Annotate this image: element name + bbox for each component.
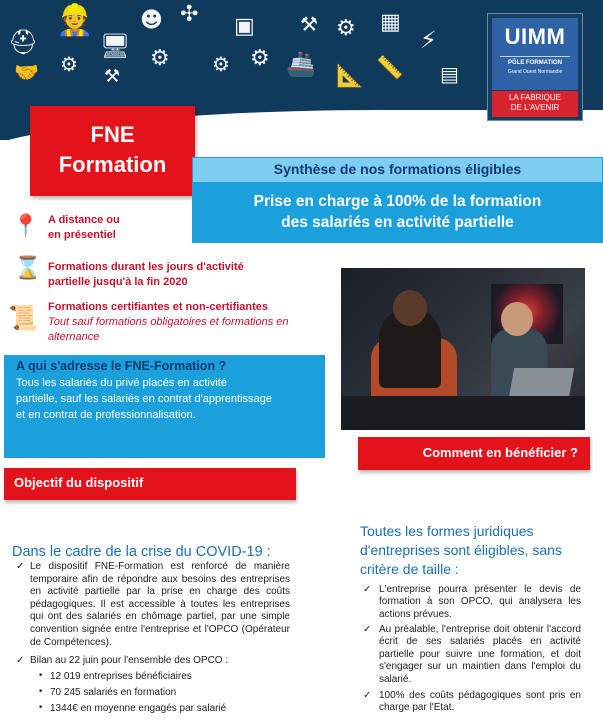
bullet-dot-icon: • <box>38 671 44 681</box>
bullet-arrow-icon: ✓ <box>363 624 372 635</box>
covid-section-title: Dans le cadre de la crise du COVID-19 : <box>12 544 271 560</box>
gear-icon: ⚙ <box>60 52 78 76</box>
logo-name: UIMM <box>504 24 566 49</box>
stat-companies: 12 019 entreprises bénéficiaires <box>50 671 192 682</box>
worker-helmet-icon: ☻ <box>140 8 163 33</box>
objective-heading: Objectif du dispositif <box>4 468 296 500</box>
logo-subtitle: PÔLE FORMATION <box>508 60 562 66</box>
ship-icon: 🚢 <box>286 50 316 78</box>
eligibility-title: Toutes les formes juridiques d'entreprises sont éligibles, sans critère de taille : <box>360 523 562 577</box>
location-pin-icon: 📍 <box>12 214 40 239</box>
fne-title-line2: Formation <box>58 152 167 177</box>
diploma-icon: 📜 <box>8 304 38 332</box>
eligibility-bullet-2: Au préalable, l'entreprise doit obtenir l'accord écrit de ses salariés placés en activité partielle pour suivre une formation, et doit s'engager sur un maintien dans l'emploi du salarié. <box>379 624 581 685</box>
logo-region: Grand Ouest Normandie <box>507 69 563 75</box>
uimm-logo <box>487 13 583 121</box>
bullet-arrow-icon: ✓ <box>16 561 25 572</box>
eligibility-bullet-3: 100% des coûts pédagogiques sont pris en charge par l'Etat. <box>379 690 581 714</box>
drill-icon: ⚙ <box>336 16 356 41</box>
cnc-machine-icon: ▣ <box>234 14 255 39</box>
feature-duration: Formations durant les jours d'activité partielle jusqu'à la fin 2020 <box>48 261 244 288</box>
feature-certification-note: Tout sauf formations obligatoires et formations en alternance <box>48 316 289 343</box>
bullet-arrow-icon: ✓ <box>16 655 25 666</box>
bullet-arrow-icon: ✓ <box>363 690 372 701</box>
ruler-icon: 📏 <box>376 56 404 81</box>
covid-bullet-2: Bilan au 22 juin pour l'ensemble des OPCO : <box>30 655 229 666</box>
tools-icon: ⚒ <box>300 12 318 36</box>
circuit-icon: ▦ <box>380 10 401 35</box>
conveyor-icon: ⚙ <box>150 46 170 71</box>
bullet-dot-icon: • <box>38 687 44 697</box>
handshake-icon: 🤝 <box>14 60 39 84</box>
worker-icon: ⛑ <box>8 28 39 56</box>
synthesis-title: Synthèse de nos formations éligibles <box>273 161 522 177</box>
engineer-icon: 👷 <box>56 3 94 38</box>
bullet-dot-icon: • <box>38 703 44 713</box>
how-to-benefit-heading: Comment en bénéficier ? <box>358 437 590 470</box>
stat-employees: 70 245 salariés en formation <box>50 687 177 698</box>
synthesis-subtitle: Prise en charge à 100% de la formation des salariés en activité partielle <box>253 193 542 231</box>
board-icon: ▤ <box>440 62 459 86</box>
hourglass-icon: ⌛ <box>14 256 42 281</box>
audience-text: Tous les salariés du privé placés en activité partielle, sauf les salariés en contrat d'apprentissage et en contrat de professionnalisation. <box>16 377 272 421</box>
covid-bullet-1: Le dispositif FNE-Formation est renforcé de manière temporaire afin de répondre aux besoins des entreprises en activité partielle par la prise en charge des coûts pédagogiques. Il est accessible à toutes les entreprises qui ont des salariés en chômage partiel, par une simple convention signée entre l'entreprise et l'OPCO (Opérateur de Compétences). <box>30 561 290 648</box>
industry-icon: ⚙ <box>250 46 270 71</box>
logo-tagline: LA FABRIQUE DE L'AVENIR <box>508 93 562 112</box>
wind-turbine-icon: ✣ <box>180 2 199 27</box>
photo-students-workshop <box>341 268 585 430</box>
fne-title-line1: FNE <box>90 122 135 147</box>
machine-icon: 🖥 <box>100 32 131 60</box>
blueprint-icon: 📐 <box>336 64 364 89</box>
laser-icon: ⚡ <box>420 26 437 54</box>
bullet-arrow-icon: ✓ <box>363 584 372 595</box>
stat-average-cost: 1344€ en moyenne engagés par salarié <box>50 703 227 714</box>
feature-certification: Formations certifiantes et non-certifiantes <box>48 301 269 313</box>
robot-arm-icon: ⚙ <box>212 52 230 76</box>
fne-title-box <box>30 106 195 196</box>
audience-title: A qui s'adresse le FNE-Formation ? <box>16 359 227 373</box>
eligibility-bullet-1: L'entreprise pourra présenter le devis de formation à son OPCO, qui analysera les actions prévues. <box>379 584 581 620</box>
welding-icon: ⚒ <box>104 66 121 87</box>
feature-distance: A distance ou en présentiel <box>48 214 120 241</box>
